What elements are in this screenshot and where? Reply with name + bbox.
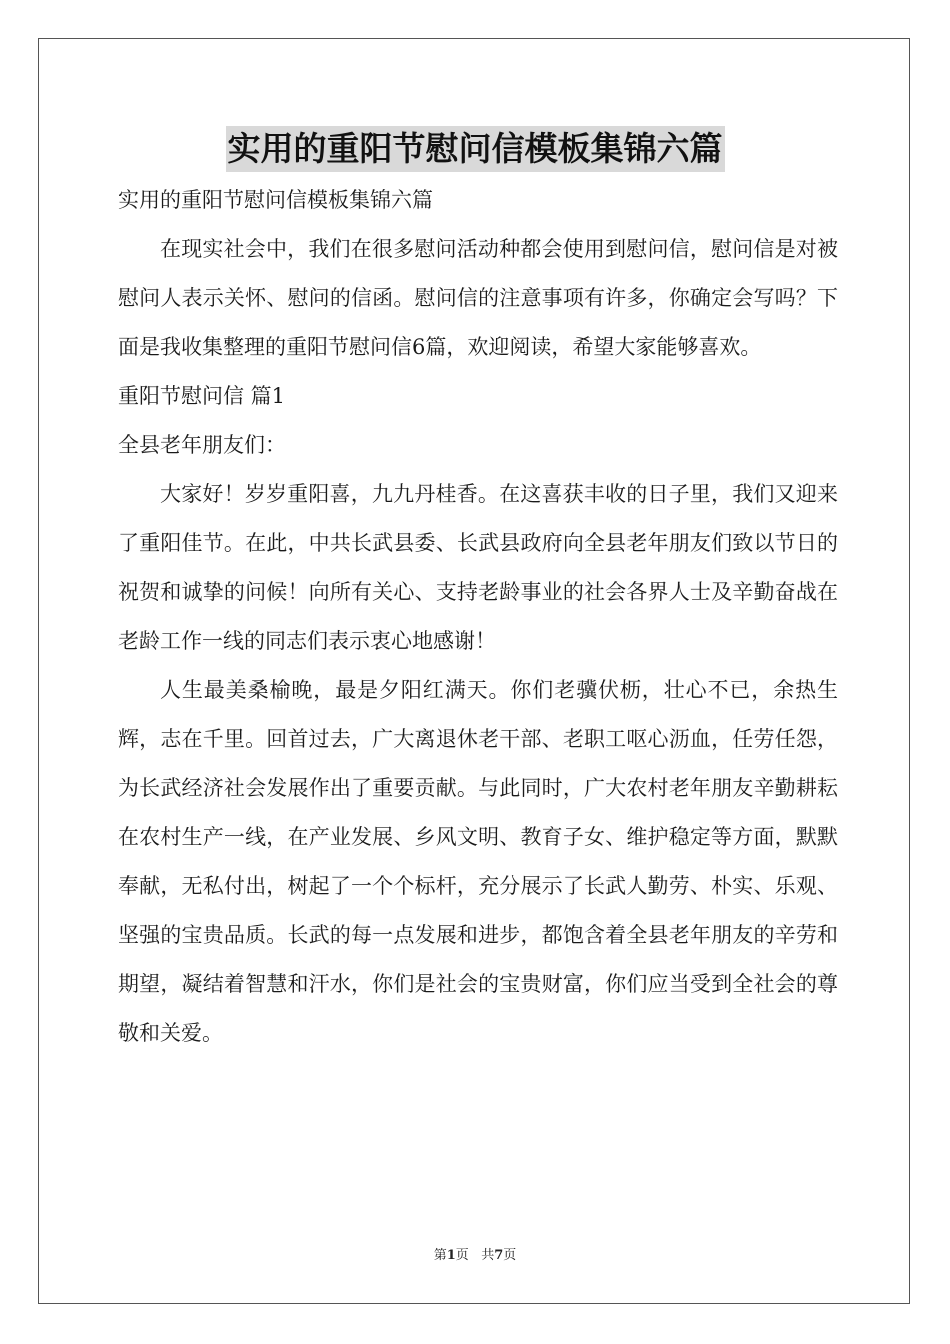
page-footer	[0, 1244, 950, 1263]
paragraph-tribute: 人生最美桑榆晚，最是夕阳红满天。你们老骥伏枥，壮心不已，余热生辉，志在千里。回首过去，广大离退休老干部、老职工呕心沥血，任劳任怨，为长武经济社会发展作出了重要贡献。与此同时，广大农村老年朋友辛勤耕耘在农村生产一线，在产业发展、乡风文明、教育子女、维护稳定等方面，默默奉献，无私付出，树起了一个个标杆，充分展示了长武人勤劳、朴实、乐观、坚强的宝贵品质。长武的每一点发展和进步，都饱含着全县老年朋友的辛劳和期望，凝结着智慧和汗水，你们是社会的宝贵财富，你们应当受到全社会的尊敬和关爱。	[118, 678, 838, 1045]
page-prefix: 第	[433, 1248, 447, 1263]
paragraph-greeting: 大家好！岁岁重阳喜，九九丹桂香。在这喜获丰收的日子里，我们又迎来了重阳佳节。在此，中共长武县委、长武县政府向全县老年朋友们致以节日的祝贺和诚挚的问候！向所有关心、支持老龄事业的社会各界人士及辛勤奋战在老龄工作一线的同志们表示衷心地感谢！	[118, 482, 838, 653]
total-prefix: 共	[481, 1248, 495, 1263]
paragraph-intro: 在现实社会中，我们在很多慰问活动种都会使用到慰问信，慰问信是对被慰问人表示关怀、慰问的信函。慰问信的注意事项有许多，你确定会写吗？下面是我收集整理的重阳节慰问信6篇，欢迎阅读，希望大家能够喜欢。	[118, 237, 838, 359]
current-page-number: 1	[446, 1248, 456, 1263]
page-suffix: 页	[455, 1248, 469, 1263]
section-heading: 重阳节慰问信 篇1	[118, 384, 286, 408]
total-suffix: 页	[503, 1248, 517, 1263]
document-body	[118, 176, 838, 1058]
salutation: 全县老年朋友们：	[118, 433, 286, 457]
document-title: 实用的重阳节慰问信模板集锦六篇	[226, 126, 725, 172]
title-container	[0, 126, 950, 172]
total-page-number: 7	[494, 1248, 504, 1263]
paragraph-subtitle: 实用的重阳节慰问信模板集锦六篇	[118, 188, 433, 212]
